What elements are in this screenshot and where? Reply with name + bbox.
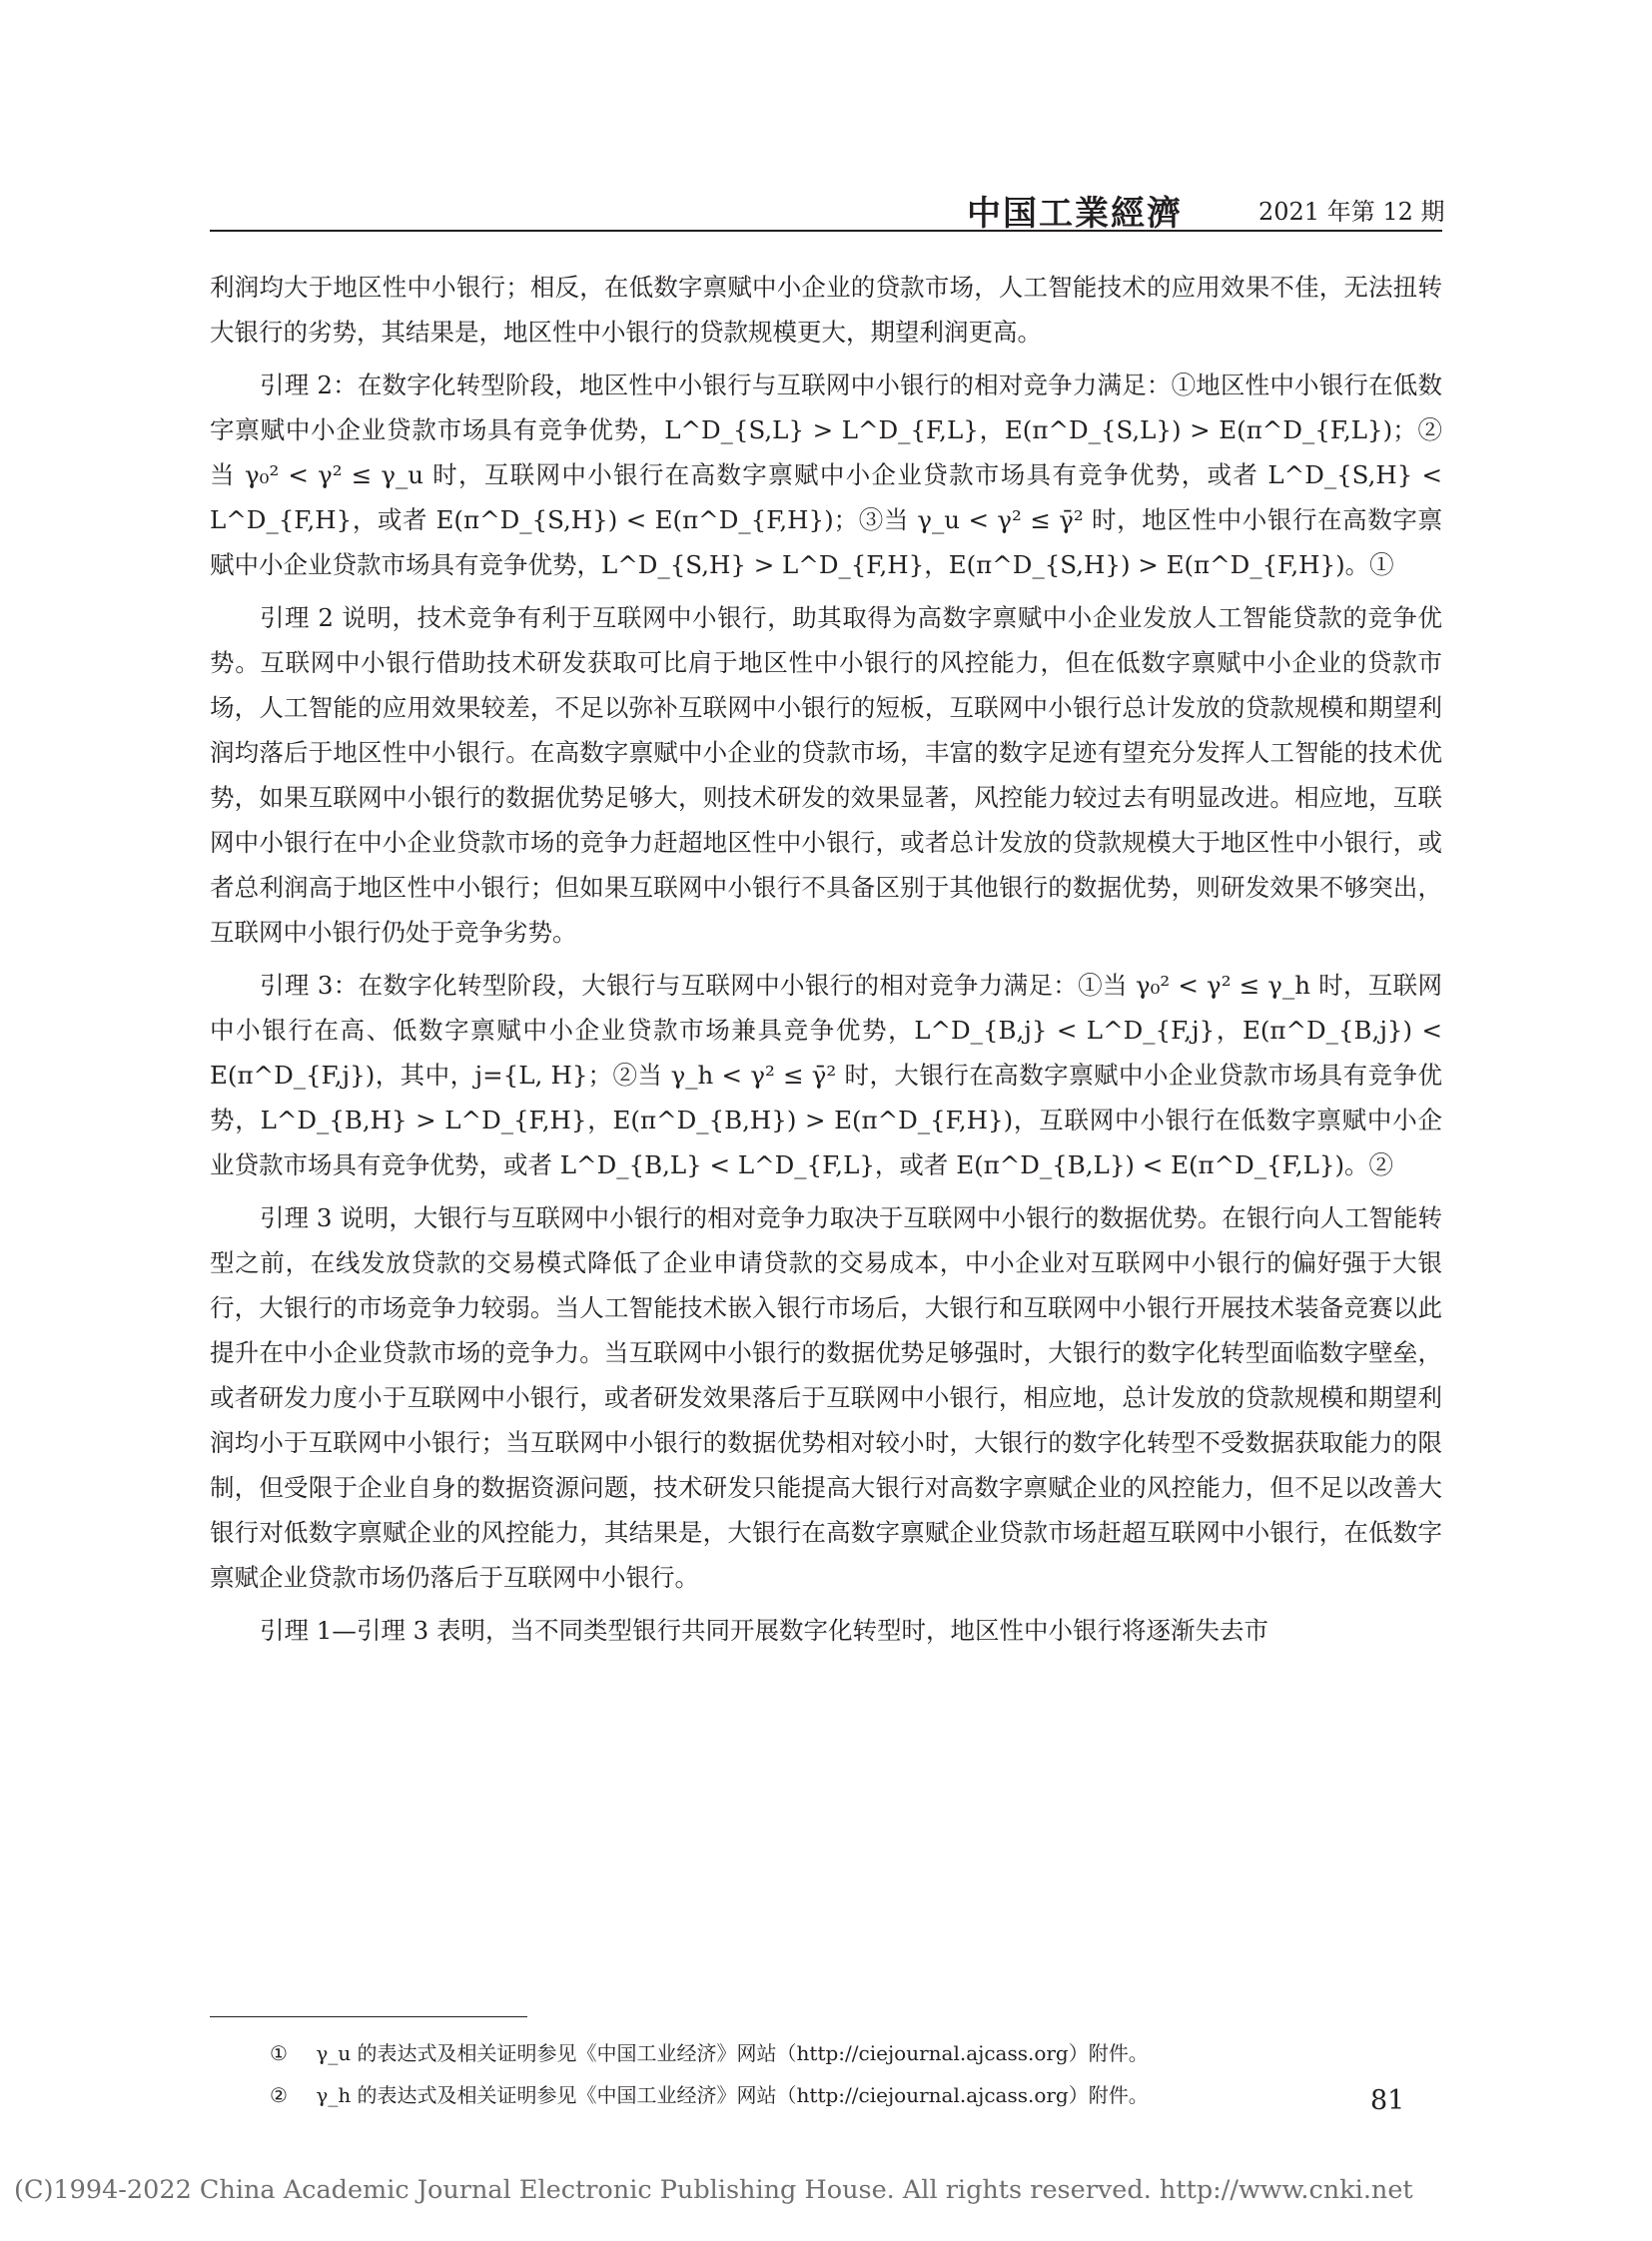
footnote-text: γ_h 的表达式及相关证明参见《中国工业经济》网站（http://ciejournal.ajcass.org）附件。	[316, 2083, 1149, 2107]
footnote-1	[270, 2032, 1368, 2074]
lemma-3: 引理 3：在数字化转型阶段，大银行与互联网中小银行的相对竞争力满足：①当 γ₀² < γ² ≤ γ_h 时，互联网中小银行在高、低数字禀赋中小企业贷款市场兼具竞争优势，L^D_{B,j} < L^D_{F,j}，E(π^D_{B,j}) < E(π^D_{F,j})，其中，j={L, H}；②当 γ_h < γ² ≤ γ̄² 时，大银行在高数字禀赋中小企业贷款市场具有竞争优势，L^D_{B,H} > L^D_{F,H}，E(π^D_{B,H}) > E(π^D_{F,H})，互联网中小银行在低数字禀赋中小企业贷款市场具有竞争优势，或者 L^D_{B,L} < L^D_{F,L}，或者 E(π^D_{B,L}) < E(π^D_{F,L})。②	[210, 971, 1442, 1179]
article-body	[210, 265, 1442, 1653]
lemma-summary: 引理 1—引理 3 表明，当不同类型银行共同开展数字化转型时，地区性中小银行将逐渐失去市	[260, 1616, 1269, 1645]
header-rule	[210, 230, 1442, 232]
copyright-line: (C)1994-2022 China Academic Journal Electronic Publishing House. All rights reserved. http://www.cnki.net	[14, 2175, 1413, 2205]
page-number: 81	[1370, 2085, 1405, 2116]
footnote-mark: ①	[270, 2041, 288, 2065]
lemma-2-explanation: 引理 2 说明，技术竞争有利于互联网中小银行，助其取得为高数字禀赋中小企业发放人工智能贷款的竞争优势。互联网中小银行借助技术研发获取可比肩于地区性中小银行的风控能力，但在低数字禀赋中小企业的贷款市场，人工智能的应用效果较差，不足以弥补互联网中小银行的短板，互联网中小银行总计发放的贷款规模和期望利润均落后于地区性中小银行。在高数字禀赋中小企业的贷款市场，丰富的数字足迹有望充分发挥人工智能的技术优势，如果互联网中小银行的数据优势足够大，则技术研发的效果显著，风控能力较过去有明显改进。相应地，互联网中小银行在中小企业贷款市场的竞争力赶超地区性中小银行，或者总计发放的贷款规模大于地区性中小银行，或者总利润高于地区性中小银行；但如果互联网中小银行不具备区别于其他银行的数据优势，则研发效果不够突出，互联网中小银行仍处于竞争劣势。	[210, 603, 1442, 947]
footnote-2	[270, 2074, 1368, 2116]
lemma-2: 引理 2：在数字化转型阶段，地区性中小银行与互联网中小银行的相对竞争力满足：①地区性中小银行在低数字禀赋中小企业贷款市场具有竞争优势，L^D_{S,L} > L^D_{F,L}，E(π^D_{S,L}) > E(π^D_{F,L})；②当 γ₀² < γ² ≤ γ_u 时，互联网中小银行在高数字禀赋中小企业贷款市场具有竞争优势，或者 L^D_{S,H} < L^D_{F,H}，或者 E(π^D_{S,H}) < E(π^D_{F,H})；③当 γ_u < γ² ≤ γ̄² 时，地区性中小银行在高数字禀赋中小企业贷款市场具有竞争优势，L^D_{S,H} > L^D_{F,H}，E(π^D_{S,H}) > E(π^D_{F,H})。①	[210, 371, 1442, 579]
lemma-3-explanation: 引理 3 说明，大银行与互联网中小银行的相对竞争力取决于互联网中小银行的数据优势。在银行向人工智能转型之前，在线发放贷款的交易模式降低了企业申请贷款的交易成本，中小企业对互联网中小银行的偏好强于大银行，大银行的市场竞争力较弱。当人工智能技术嵌入银行市场后，大银行和互联网中小银行开展技术装备竞赛以此提升在中小企业贷款市场的竞争力。当互联网中小银行的数据优势足够强时，大银行的数字化转型面临数字壁垒，或者研发力度小于互联网中小银行，或者研发效果落后于互联网中小银行，相应地，总计发放的贷款规模和期望利润均小于互联网中小银行；当互联网中小银行的数据优势相对较小时，大银行的数字化转型不受数据获取能力的限制，但受限于企业自身的数据资源问题，技术研发只能提高大银行对高数字禀赋企业的风控能力，但不足以改善大银行对低数字禀赋企业的风控能力，其结果是，大银行在高数字禀赋企业贷款市场赶超互联网中小银行，在低数字禀赋企业贷款市场仍落后于互联网中小银行。	[210, 1203, 1442, 1592]
paragraph-continuation: 利润均大于地区性中小银行；相反，在低数字禀赋中小企业的贷款市场，人工智能技术的应用效果不佳，无法扭转大银行的劣势，其结果是，地区性中小银行的贷款规模更大，期望利润更高。	[210, 273, 1442, 347]
issue-label: 2021 年第 12 期	[1258, 198, 1445, 226]
footnote-rule	[210, 2016, 527, 2017]
footnote-mark: ②	[270, 2083, 288, 2107]
journal-brand: 中国工業經濟	[967, 194, 1183, 234]
footnote-text: γ_u 的表达式及相关证明参见《中国工业经济》网站（http://ciejournal.ajcass.org）附件。	[316, 2041, 1149, 2065]
footnotes	[270, 2032, 1368, 2116]
